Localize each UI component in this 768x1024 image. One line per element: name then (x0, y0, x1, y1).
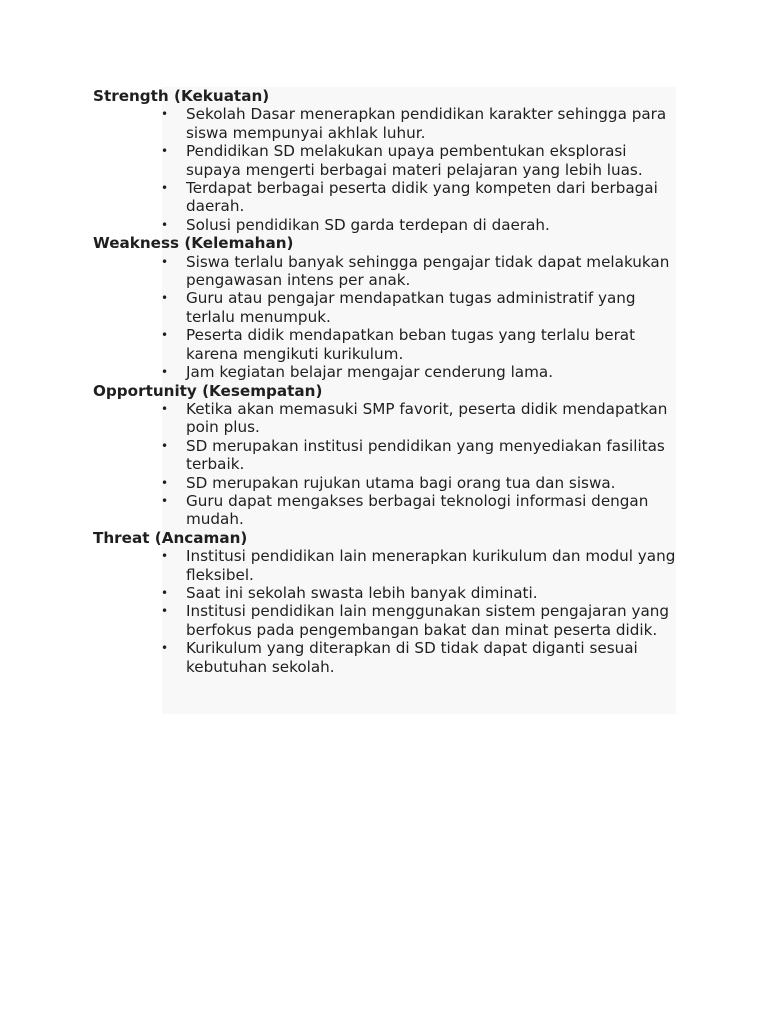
bullet-icon: • (161, 641, 169, 656)
bullet-icon: • (161, 493, 169, 508)
list-item-text: Guru dapat mengakses berbagai teknologi informasi dengan mudah. (186, 491, 649, 529)
section-opportunity (93, 382, 676, 529)
list-item-text: Siswa terlalu banyak sehingga pengajar tidak dapat melakukan pengawasan intens per anak. (186, 252, 670, 290)
bullet-icon: • (161, 254, 169, 269)
bullet-icon: • (161, 181, 169, 196)
list-item-text: Saat ini sekolah swasta lebih banyak diminati. (186, 583, 538, 602)
bullet-list (93, 105, 676, 234)
list-item (93, 142, 676, 179)
list-item-text: Kurikulum yang diterapkan di SD tidak dapat diganti sesuai kebutuhan sekolah. (186, 639, 638, 676)
list-item-text: Solusi pendidikan SD garda terdepan di daerah. (186, 215, 550, 234)
list-item (93, 492, 676, 529)
bullet-icon: • (161, 585, 169, 600)
list-item (93, 547, 676, 584)
list-item-text: SD merupakan institusi pendidikan yang menyediakan fasilitas terbaik. (186, 436, 665, 474)
bullet-icon: • (161, 217, 169, 232)
bullet-icon: • (161, 144, 169, 159)
document-body (93, 87, 676, 676)
list-item-text: Peserta didik mendapatkan beban tugas yang terlalu berat karena mengikuti kurikulum. (186, 326, 636, 363)
list-item (93, 639, 676, 676)
list-item-text: SD merupakan rujukan utama bagi orang tua dan siswa. (186, 473, 616, 492)
list-item-text: Pendidikan SD melakukan upaya pembentukan eksplorasi supaya mengerti berbagai materi pelajaran yang lebih luas. (186, 142, 643, 179)
section-heading: Opportunity (Kesempatan) (93, 381, 323, 400)
section-heading: Strength (Kekuatan) (93, 87, 270, 105)
list-item-text: Sekolah Dasar menerapkan pendidikan karakter sehingga para siswa mempunyai akhlak luhur. (186, 105, 667, 142)
bullet-icon: • (161, 365, 169, 380)
section-threat (93, 529, 676, 676)
bullet-list (93, 400, 676, 529)
list-item-text: Guru atau pengajar mendapatkan tugas administratif yang terlalu menumpuk. (186, 289, 636, 326)
section-weakness (93, 234, 676, 381)
bullet-icon: • (161, 328, 169, 343)
list-item (93, 363, 676, 381)
list-item (93, 179, 676, 216)
section-strength (93, 87, 676, 234)
section-heading: Threat (Ancaman) (93, 528, 248, 547)
bullet-icon: • (161, 604, 169, 619)
list-item (93, 584, 676, 602)
list-item (93, 400, 676, 437)
list-item (93, 326, 676, 363)
list-item (93, 289, 676, 326)
list-item (93, 216, 676, 234)
bullet-icon: • (161, 107, 169, 122)
section-heading: Weakness (Kelemahan) (93, 234, 294, 253)
list-item (93, 474, 676, 492)
list-item (93, 105, 676, 142)
bullet-icon: • (161, 291, 169, 306)
bullet-icon: • (161, 438, 169, 453)
list-item (93, 437, 676, 474)
list-item-text: Jam kegiatan belajar mengajar cenderung lama. (186, 363, 554, 382)
list-item-text: Terdapat berbagai peserta didik yang kompeten dari berbagai daerah. (186, 179, 658, 216)
bullet-icon: • (161, 401, 169, 416)
list-item-text: Institusi pendidikan lain menerapkan kurikulum dan modul yang fleksibel. (186, 547, 676, 584)
bullet-list (93, 253, 676, 382)
list-item-text: Institusi pendidikan lain menggunakan sistem pengajaran yang berfokus pada pengembangan bakat dan minat peserta didik. (186, 602, 670, 639)
list-item (93, 253, 676, 290)
list-item-text: Ketika akan memasuki SMP favorit, peserta didik mendapatkan poin plus. (186, 399, 668, 437)
bullet-icon: • (161, 549, 169, 564)
list-item (93, 602, 676, 639)
bullet-icon: • (161, 475, 169, 490)
bullet-list (93, 547, 676, 676)
